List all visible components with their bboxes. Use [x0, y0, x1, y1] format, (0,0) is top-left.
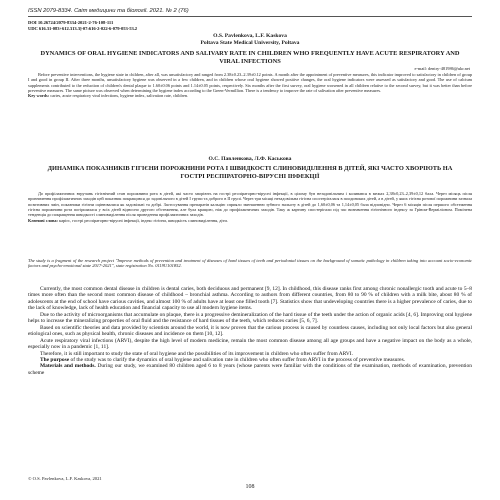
email: e-mail: dentry-481986@ukr.net — [414, 66, 470, 71]
article-body — [28, 286, 472, 376]
abstract-en — [28, 72, 472, 99]
body-paragraph: Acute respiratory viral infections (ARVI), despite the high level of modern medicine, remain the most common disease among all age groups and have a negative impact on the body as a whole, especially now in a pandemic [1, 11]. — [28, 337, 472, 351]
keywords-en-label: Key words: — [28, 93, 50, 99]
copyright: © O.S. Pavlenkova, L.F. Kaskova, 2021 — [28, 476, 102, 481]
authors-en: O.S. Pavlenkova, L.F. Kaskova — [213, 33, 287, 39]
abstract-ua — [28, 191, 472, 223]
page-number: 108 — [245, 484, 255, 490]
body-paragraph: Based on scientific theories and data provided by scientists around the world, it is now proven that the carious process is caused by countless causes, including not only local factors but also general etiological ones, such as physical health, chronic diseases and incidence on them [10, 12]. — [28, 324, 472, 338]
methods-paragraph: Materials and methods. During our study, we examined 80 children aged 6 to 8 years (whose parents were familiar with the conditions of the examination, methods of examination, prevention scheme — [28, 363, 472, 376]
body-paragraph: Therefore, it is still important to study the state of oral hygiene and the possibilities of its improvement in children who often suffer from ARVI. — [40, 350, 353, 357]
keywords-ua-label: Ключові слова: — [28, 217, 58, 223]
purpose-paragraph: The purpose of the study was to clarify the dynamics of oral hygiene and salivation rate in children who often suffer from ARVI in the process of preventive measures. — [40, 356, 406, 363]
body-paragraph: Due to the activity of microorganisms that accumulate on plaque, there is a progressive demineralization of the hard tissue of the teeth under the action of organic acids [4, 6]. Improving oral hygiene helps to increase the mineralizing properties of oral fluid and the resistance of hard tissues of the teeth, which reduces caries [5, 6, 7]. — [28, 311, 472, 325]
body-paragraph: Currently, the most common dental disease in children is dental caries, both deciduous and permanent [9, 12]. In childhood, this disease ranks first among chronic nonallergic tooth and acute to 5–8 times more often than the second most common disease of childhood – bronchial asthma. According to authors from different countries, from 80 to 90 % of children with a milk bite, about 80 % of adolescents at the end of school have carious cavities, and almost 100 % of adults have at least one filled tooth [7]. Statistics show that undeveloping countries there is a higher prevalence of caries, due to the lack of knowledge, lack of health education and financial capacity to use all modern hygiene items. — [28, 286, 472, 312]
keywords-en — [28, 93, 472, 98]
authors-ua: О.С. Павленкова, Л.Ф. Каськова — [208, 156, 292, 162]
keywords-ua-text: карієс, гострі респіраторно-вірусні інфекції, індекс гігієни, швидкість слиновиділення, діти. — [59, 217, 228, 223]
affiliation-en: Poltava State Medical University, Poltava — [200, 40, 300, 46]
project-note: The study is a fragment of the research project "Improve methods of prevention and treatment of diseases of hard tissues of teeth and periodontal tissues on the background of somatic pathology in children taking into account socio-economic factors and psycho-emotional state 2017-2021", state registration No. 0119U101852. — [28, 258, 472, 269]
keywords-ua — [28, 218, 472, 223]
udc-line: UDC 616.31-083+612.313.3]-07:616-2-022-6-079-053-53.2 — [28, 25, 138, 31]
doi-line: DOI 10.26724/2079-8334-2021-2-76-108-111 — [28, 20, 114, 25]
abstract-ua-text: До профілактичних втручань гігієнічний стан порожнини рота в дітей, які часто хворіють на гострі респіраторно-вірусні інфекції, в цілому був незадовільним і коливався в межах 2,38±0,23–2,39±0,12 бала. Через місяць після призначення профілактичних заходів цей показник покращився до задовільного в дітей І групи та доброго в ІІ групі. Через три місяці незадовільна гігієна спостерігалася в поодиноких дітей, а в дітей, у яких гігієна ротової порожнини зазнала позитивних змін, показники гігієни оцінювалися як задовільні та добрі. Застосування препаратів кальцію сприяло зменшенню зубного нальоту в дітей до 1,60±0,06 та 1,14±0,05 бала відповідно. Через 6 місяців після першого обстеження гігієна порожнини рота погіршилася у всіх дітей відносно другого обстеження, але була кращою, ніж до профілактичних заходів. Таку ж картину спостерігали під час визначення гігієнічного індексу за Гріном-Верміліоном. Помічена тенденція до покращення швидкості слиновиділення після проведення профілактичних заходів. — [28, 191, 472, 218]
title-ua: ДИНАМІКА ПОКАЗНИКІВ ГІГІЄНИ ПОРОЖНИНИ РОТА І ШВИДКОСТІ СЛИНОВИДІЛЕННЯ В ДІТЕЙ, ЯКІ ЧАСТО ХВОРІЮТЬ НА ГОСТРІ РЕСПІРАТОРНО-ВІРУСНІ ІНФЕКЦІЇ — [47, 165, 453, 180]
keywords-en-text: caries, acute respiratory viral infections, hygiene index, salivation rate, children. — [50, 93, 189, 99]
journal-header: ISSN 2079-8334. Світ медицини та біології. 2021. № 2 (76) — [28, 8, 472, 17]
abstract-en-text: Before preventive interventions, the hygiene state in children, after all, was unsatisfactory and ranged from 2.38±0.23–2.39±0.12 points. A month after the appointment of preventive measures, this indicator improved to satisfactory in children of group I and good in group II. After three months, unsatisfactory hygiene was observed in a few children, and in children whose oral hygiene showed positive changes, the oral hygiene indicators were assessed as satisfactory and good. The use of calcium supplements contributed to the reduction of children's dental plaque to 1.60±0.06 points and 1.14±0.05 points, respectively. Six months after the first survey, oral hygiene worsened in all children relative to the second survey, but it was better than before preventive measures. The same picture was observed when determining the hygiene index according to the Green-Vermillion. There is a tendency to improve the rate of salivation after preventive measures. — [28, 72, 472, 94]
title-en: DYNAMICS OF ORAL HYGIENE INDICATORS AND SALIVARY RATE IN CHILDREN WHO FREQUENTLY HAVE ACUTE RESPIRATORY AND VIRAL INFECTIONS — [40, 50, 460, 65]
